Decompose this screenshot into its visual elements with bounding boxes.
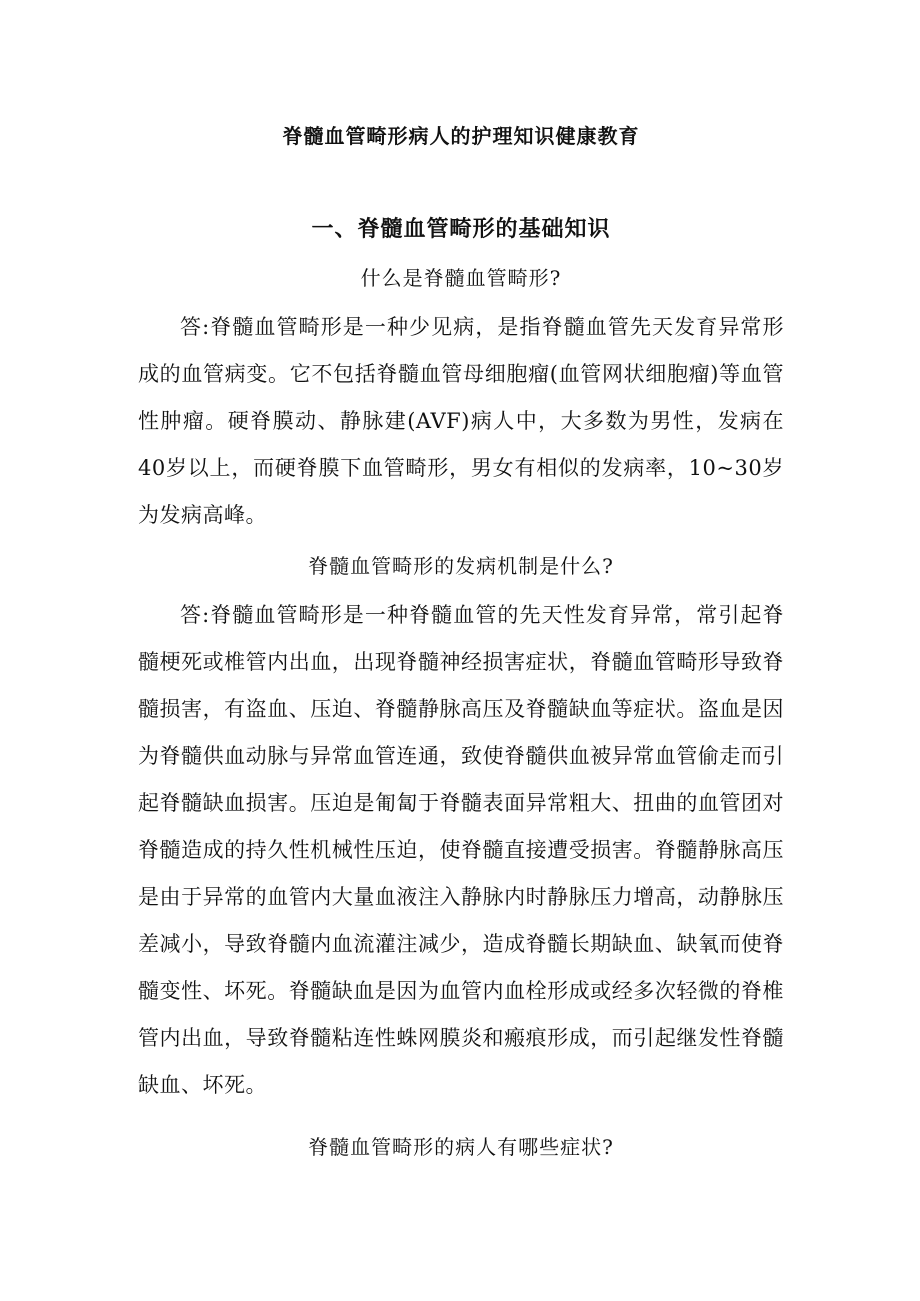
document-title: 脊髓血管畸形病人的护理知识健康教育: [282, 124, 640, 148]
question-heading: 什么是脊髓血管畸形?: [360, 266, 562, 290]
question-heading: 脊髓血管畸形的病人有哪些症状?: [308, 1135, 614, 1159]
answer-paragraph: 答:脊髓血管畸形是一种少见病，是指脊髓血管先天发育异常形成的血管病变。它不包括脊髓血管母细胞瘤(血管网状细胞瘤)等血管性肿瘤。硬脊膜动、静脉建(AVF)病人中，大多数为男性，发病在40岁以上，而硬脊膜下血管畸形，男女有相似的发病率，10~30岁为发病高峰。: [138, 315, 784, 527]
question-heading: 脊髓血管畸形的发病机制是什么?: [308, 554, 614, 578]
answer-paragraph: 答:脊髓血管畸形是一种脊髓血管的先天性发育异常，常引起脊髓梗死或椎管内出血，出现脊髓神经损害症状，脊髓血管畸形导致脊髓损害，有盗血、压迫、脊髓静脉高压及脊髓缺血等症状。盗血是因为脊髓供血动脉与异常血管连通，致使脊髓供血被异常血管偷走而引起脊髓缺血损害。压迫是匍匐于脊髓表面异常粗大、扭曲的血管团对脊髓造成的持久性机械性压迫，使脊髓直接遭受损害。脊髓静脉高压是由于异常的血管内大量血液注入静脉内时静脉压力增高，动静脉压差减小，导致脊髓内血流灌注减少，造成脊髓长期缺血、缺氧而使脊髓变性、坏死。脊髓缺血是因为血管内血栓形成或经多次轻微的脊椎管内出血，导致脊髓粘连性蛛网膜炎和瘢痕形成，而引起继发性脊髓缺血、坏死。: [138, 603, 784, 1097]
section-heading: 一、脊髓血管畸形的基础知识: [311, 216, 611, 242]
